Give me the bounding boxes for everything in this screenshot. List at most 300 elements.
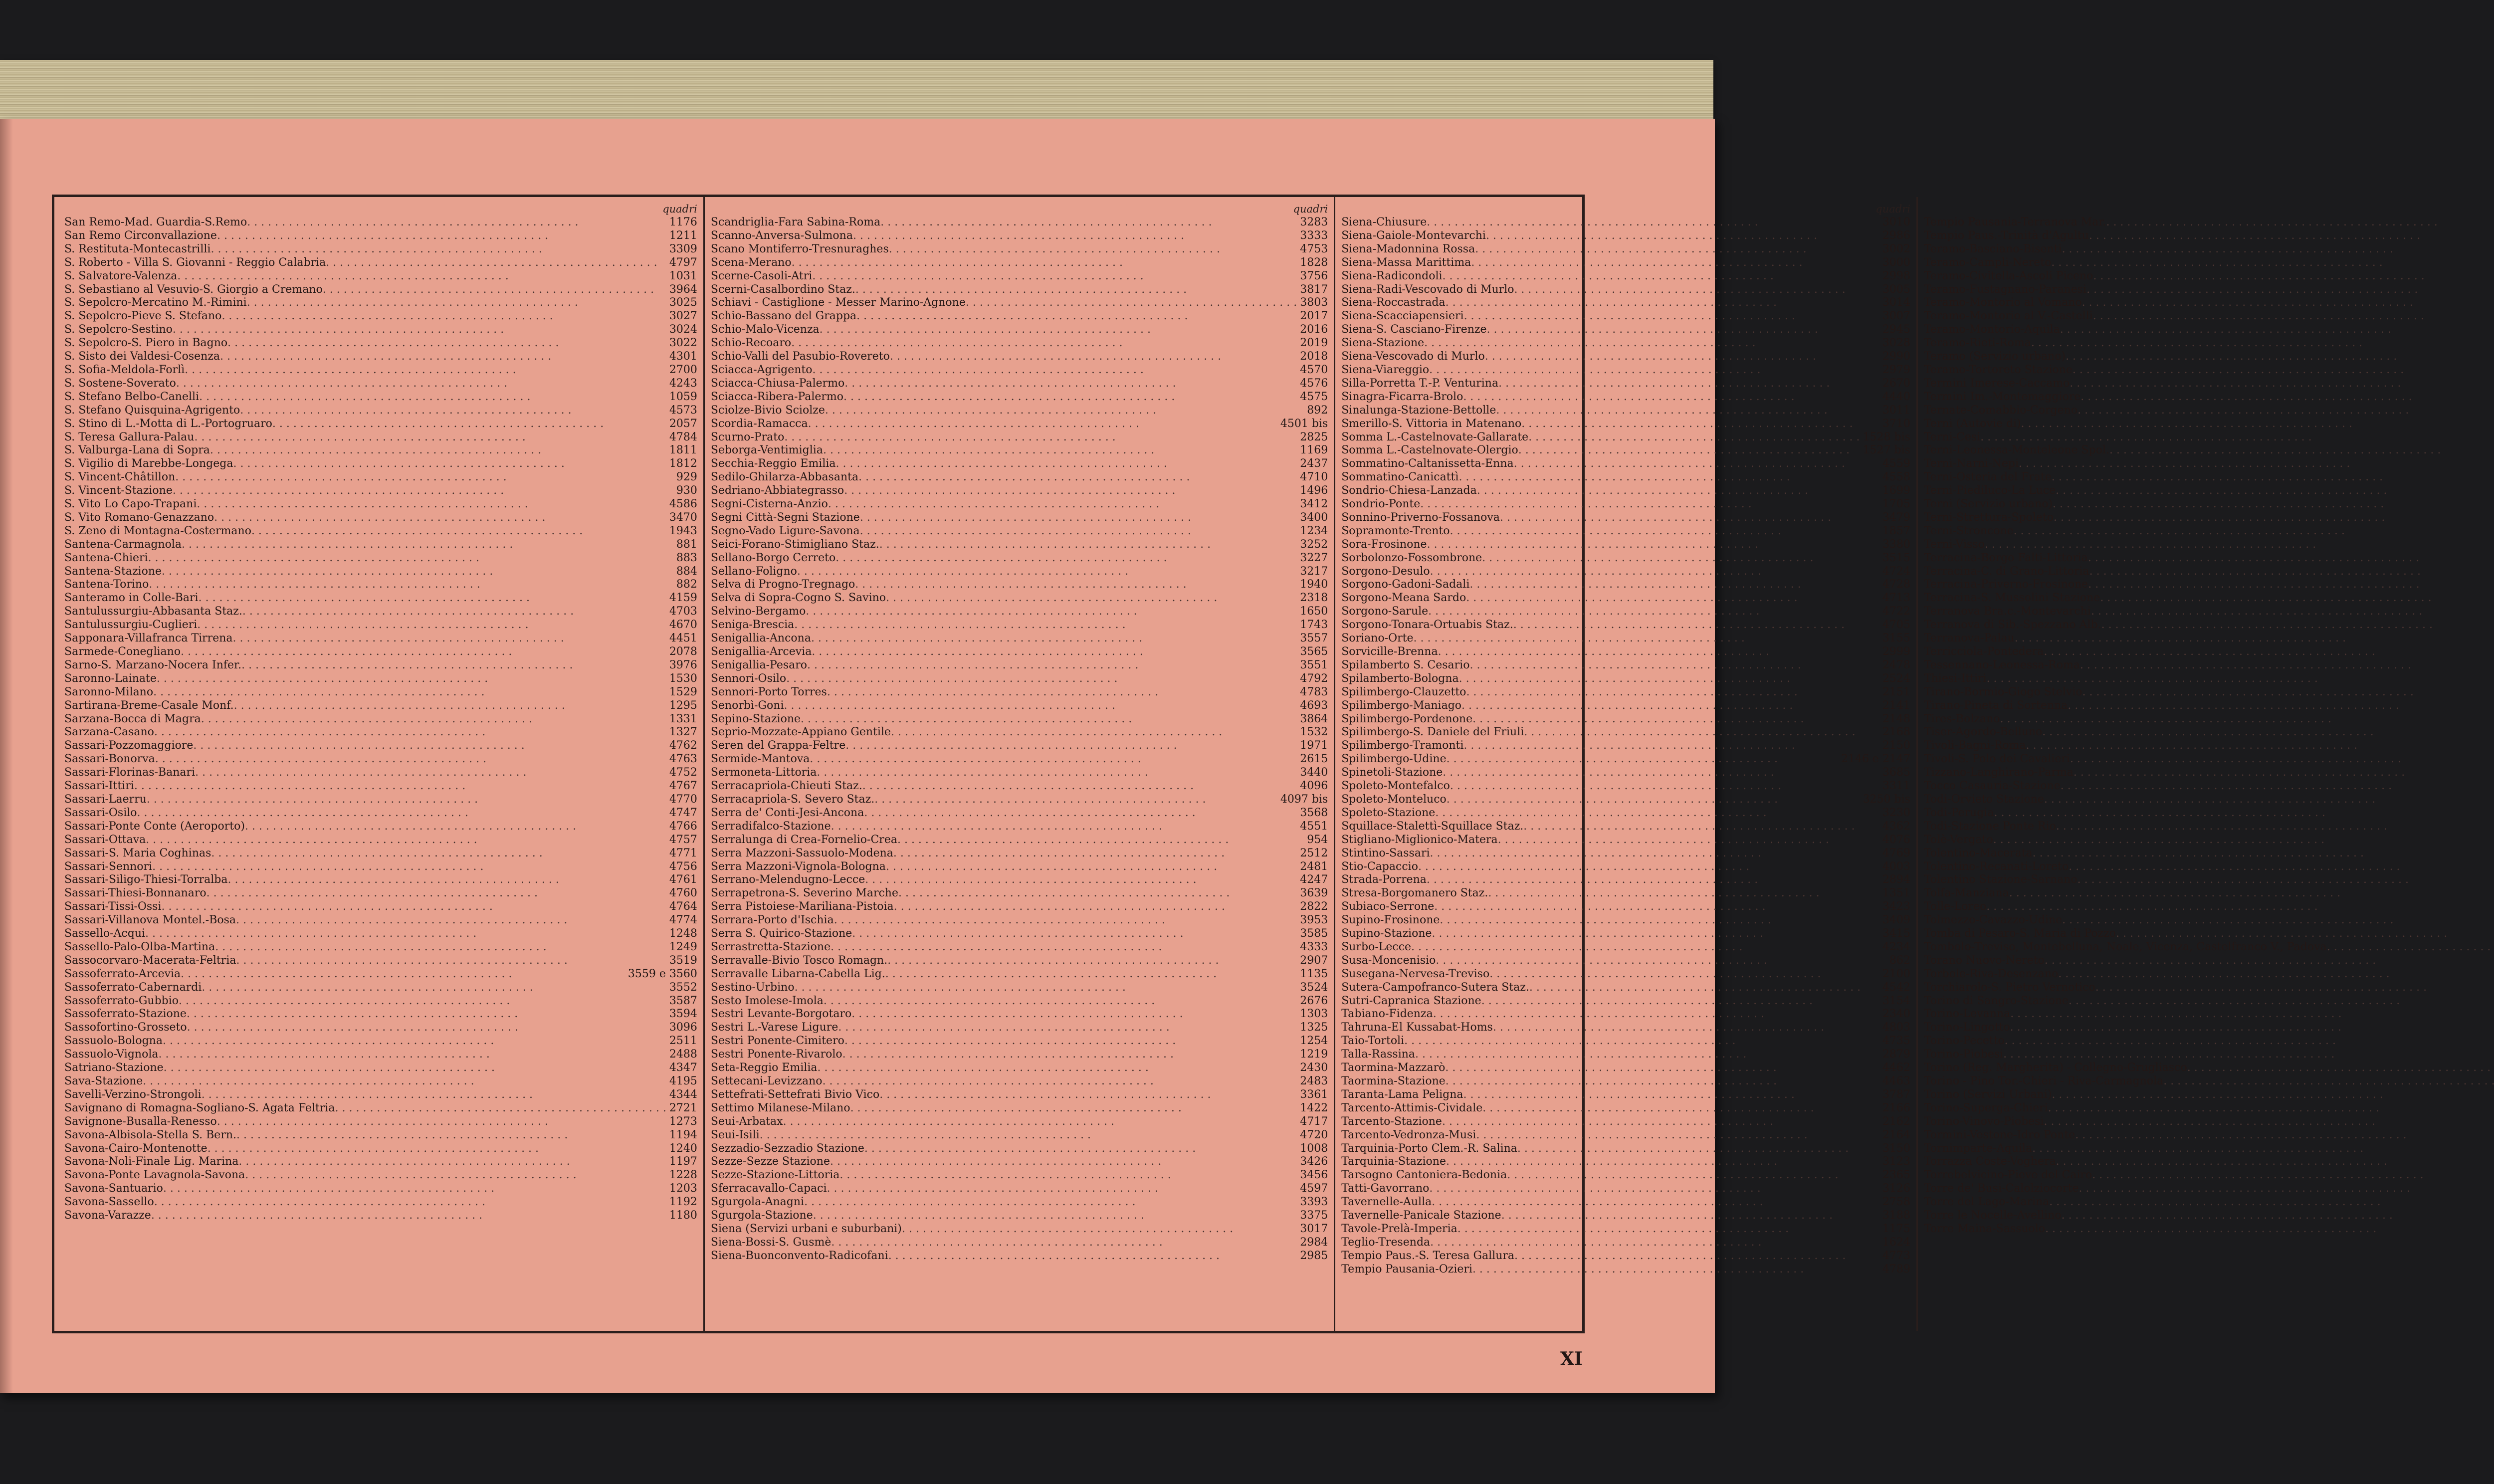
leader-dots <box>966 296 1297 310</box>
leader-dots <box>2327 941 2494 954</box>
leader-dots <box>1415 1048 1879 1061</box>
leader-dots <box>2088 552 2494 565</box>
table-number: 4713 <box>1882 592 1910 605</box>
index-entry <box>1341 847 1910 860</box>
route-name: Surbo-Lecce <box>1341 940 1412 953</box>
table-number: 4735 <box>1882 1035 1910 1048</box>
index-entry <box>1341 927 1910 941</box>
index-entry <box>1924 1142 2494 1156</box>
table-number: 1273 <box>669 1115 697 1128</box>
index-entry <box>1924 552 2494 565</box>
index-entry <box>64 619 697 632</box>
table-number: 2998 <box>1882 269 1910 282</box>
index-entry <box>64 1061 697 1075</box>
route-name: Seren del Grappa-Feltre <box>710 739 846 752</box>
index-entry <box>711 1209 1328 1223</box>
route-name: Torre del Lago-Marina <box>1923 1196 2050 1209</box>
index-entry <box>1924 404 2494 418</box>
index-entry <box>64 377 697 391</box>
index-entry <box>711 793 1328 807</box>
index-entry <box>1924 605 2494 619</box>
index-entry <box>711 1223 1328 1236</box>
table-number: 4717 <box>1300 1115 1328 1128</box>
route-name: San Remo Circonvallazione <box>64 229 217 242</box>
table-number: 3155 <box>1882 632 1910 645</box>
leader-dots <box>860 525 1297 538</box>
table-number: 2078 <box>669 645 697 658</box>
column-header: quadri <box>662 203 697 215</box>
leader-dots <box>792 256 1297 270</box>
index-entry <box>64 296 697 310</box>
route-name: Sarzana-Casano <box>64 726 154 739</box>
leader-dots <box>817 766 1297 780</box>
route-name: Stresa-Borgomanero Staz. <box>1341 887 1488 900</box>
table-number: 2437 <box>1300 457 1328 470</box>
route-name: Tombolo-Treviso, Montebelluna, Noale, Vicenza, Castelfranco V., Padova <box>1923 940 2327 953</box>
index-entry <box>1341 1263 1910 1276</box>
route-name: Sellano-Foligno <box>710 565 797 578</box>
index-entry <box>1341 1155 1910 1169</box>
index-entry <box>1924 391 2494 404</box>
index-entry <box>1924 995 2494 1008</box>
leader-dots <box>181 968 625 981</box>
index-entry <box>1341 860 1910 874</box>
table-number: 2894 <box>1882 873 1910 886</box>
route-name: Sassari-Sennori <box>64 860 153 873</box>
table-number: 2700 <box>669 363 697 376</box>
table-number: 3817 <box>1300 283 1328 296</box>
table-number: 1529 <box>669 685 697 698</box>
leader-dots <box>2054 511 2494 525</box>
route-name: Sezzadio-Sezzadio Stazione <box>710 1142 864 1155</box>
leader-dots <box>240 404 666 418</box>
leader-dots <box>236 914 666 927</box>
leader-dots <box>886 860 1297 874</box>
table-number: 4576 <box>1300 377 1328 390</box>
table-number: 2166 <box>1882 1101 1910 1114</box>
route-name: Sestri Levante-Borgotaro <box>710 1008 852 1021</box>
index-entry <box>64 283 697 297</box>
index-entry <box>64 1142 697 1156</box>
route-name: Sonnino-Priverno-Fossanova <box>1341 511 1500 524</box>
index-entry <box>64 391 697 404</box>
table-number: 2985 <box>1300 1249 1328 1262</box>
table-number: 1528 bis <box>1863 430 1910 443</box>
route-name: S. Sebastiano al Vesuvio-S. Giorgio a Cremano <box>64 283 323 296</box>
index-entry <box>711 1196 1328 1209</box>
route-name: Selva di Progno-Tregnago <box>710 578 855 591</box>
leader-dots <box>1447 793 1860 807</box>
leader-dots <box>1472 713 1879 726</box>
table-number: 4558 <box>1882 471 1910 484</box>
route-name: S. Stefano Belbo-Canelli <box>64 390 200 403</box>
route-name: Terni-Narni-Nepi <box>1923 457 2019 470</box>
index-entry <box>64 753 697 766</box>
index-column-3 <box>1335 197 1918 1331</box>
table-number: 3415 <box>1882 927 1910 940</box>
table-number: 2511 <box>669 1035 697 1048</box>
leader-dots <box>2015 632 2494 645</box>
route-name: Sassoferrato-Gubbio <box>64 994 179 1007</box>
leader-dots <box>1404 1035 1879 1048</box>
leader-dots <box>2044 1115 2494 1129</box>
route-name: Tarsogno Cantoniera-Bedonia <box>1341 1169 1507 1182</box>
leader-dots <box>1980 431 2494 444</box>
leader-dots <box>806 605 1297 619</box>
route-name: Serracapriola-S. Severo Staz. <box>710 793 875 806</box>
route-name: Tires-Bolzano <box>1923 712 2000 725</box>
index-entry <box>1341 471 1910 484</box>
index-entry <box>64 860 697 874</box>
leader-dots <box>1436 954 1886 968</box>
index-entry <box>64 672 697 686</box>
leader-dots <box>179 995 666 1008</box>
leader-dots <box>1411 941 1879 954</box>
table-number: 3964 <box>669 283 697 296</box>
leader-dots <box>1429 364 1879 377</box>
table-number: 4797 <box>669 256 697 269</box>
leader-dots <box>818 1061 1297 1075</box>
index-entry <box>64 256 697 270</box>
leader-dots <box>210 444 666 457</box>
leader-dots <box>2033 847 2494 860</box>
index-entry <box>64 243 697 256</box>
table-number: 2945 <box>1882 323 1910 336</box>
leader-dots <box>886 592 1297 605</box>
table-number: 4792 <box>1300 672 1328 685</box>
leader-dots <box>182 538 673 552</box>
route-name: Terracina-Borgo Falti-Littoria <box>1923 551 2088 564</box>
index-entry <box>711 1182 1328 1196</box>
route-name: S. Vincent-Stazione <box>64 484 173 497</box>
route-name: Terni (Autovie di) <box>1923 417 2021 430</box>
table-number: 2162 <box>1882 1115 1910 1128</box>
route-name: Torino-Piobesi <box>1923 1048 2004 1061</box>
route-name: Sassoferrato-Cabernardi <box>64 981 202 994</box>
index-entry <box>64 780 697 793</box>
leader-dots <box>2109 444 2494 457</box>
route-name: Tiser-Agordo-Belluno <box>1923 726 2043 739</box>
index-entry <box>711 444 1328 457</box>
leader-dots <box>134 780 666 793</box>
leader-dots <box>807 659 1297 672</box>
route-name: Sapponara-Villafranca Tirrena <box>64 632 233 645</box>
route-name: Serradifalco-Stazione <box>710 820 831 833</box>
route-name: Torrazza Coste-Voghera <box>1923 1155 2056 1168</box>
index-entry <box>1341 1021 1910 1035</box>
table-number: 4763 <box>669 753 697 766</box>
route-name: Tolfa-Manziana <box>1923 887 2009 900</box>
index-entry <box>1924 484 2494 498</box>
leader-dots <box>850 1102 1297 1115</box>
table-number: 929 <box>676 471 697 484</box>
index-entry <box>64 1021 697 1035</box>
index-entry <box>711 337 1328 350</box>
index-entry <box>1924 887 2494 900</box>
leader-dots <box>1418 860 1879 874</box>
leader-dots <box>149 578 673 592</box>
table-number: 3126 <box>1882 1182 1910 1195</box>
leader-dots <box>245 820 666 834</box>
table-number: 3096 <box>669 1021 697 1034</box>
route-name: Siena-Massa Marittima <box>1341 256 1471 269</box>
table-number: 4586 <box>669 498 697 511</box>
index-entry <box>1341 391 1910 404</box>
route-name: Spilimbergo-Clauzetto <box>1341 685 1466 698</box>
route-name: Sorgono-Tonara-Ortuabis Staz. <box>1341 619 1513 632</box>
table-number: 4462 <box>1882 1061 1910 1074</box>
route-name: Sora-Frosinone <box>1341 538 1427 551</box>
route-name: Scena-Merano <box>710 256 792 269</box>
index-entry <box>1924 538 2494 552</box>
index-entry <box>1924 766 2494 780</box>
route-name: Ternate-Comabbio-Corgeno <box>1923 404 2078 417</box>
leader-dots <box>2056 820 2494 834</box>
index-entry <box>64 565 697 579</box>
index-entry <box>1924 310 2494 323</box>
index-entry <box>711 310 1328 323</box>
index-entry <box>1924 418 2494 431</box>
index-entry <box>1924 1223 2494 1236</box>
leader-dots <box>147 793 666 807</box>
route-name: Tolè-Vergato <box>1923 833 1993 846</box>
route-name: Tizzano-Langhirano-Parma <box>1923 766 2074 779</box>
route-name: Scanno-Anversa-Sulmona <box>710 229 853 242</box>
route-name: Sestri Ponente-Cimitero <box>710 1035 844 1048</box>
route-name: Terni-Piediluco-La Luce <box>1923 484 2056 497</box>
table-number: 4573 <box>669 404 697 417</box>
index-entry <box>1341 766 1910 780</box>
leader-dots <box>233 632 666 645</box>
table-number: 4770 <box>669 793 697 806</box>
leader-dots <box>887 954 1297 968</box>
route-name: Selva di Sopra-Cogno S. Savino <box>710 592 886 605</box>
table-number: 3976 <box>669 658 697 671</box>
leader-dots <box>228 873 666 887</box>
table-number: 4764 <box>669 900 697 913</box>
route-name: Silla-Porretta T.-P. Venturina <box>1341 377 1499 390</box>
index-entry <box>1341 619 1910 632</box>
leader-dots <box>1427 216 1879 229</box>
index-entry <box>711 578 1328 592</box>
leader-dots <box>236 954 666 968</box>
route-name: Schio-Bassano del Grappa <box>710 310 857 323</box>
route-name: Santulussurgiu-Abbasanta Staz. <box>64 605 242 618</box>
route-name: Sennori-Porto Torres <box>710 685 827 698</box>
index-entry <box>64 592 697 605</box>
leader-dots <box>148 552 673 565</box>
leader-dots <box>1486 229 1879 243</box>
leader-dots <box>1529 981 1879 995</box>
leader-dots <box>187 1021 666 1035</box>
route-name: Savona-Varazze <box>64 1209 151 1222</box>
leader-dots <box>2078 873 2494 887</box>
index-entry <box>1341 216 1910 229</box>
route-name: Siena-Buonconvento-Radicofani <box>710 1249 888 1262</box>
index-entry <box>1341 592 1910 605</box>
route-name: Scerne-Casoli-Atri <box>710 269 813 282</box>
leader-dots <box>1513 619 1879 632</box>
index-entry <box>1924 243 2494 256</box>
leader-dots <box>2052 1088 2494 1102</box>
index-entry <box>1341 377 1910 391</box>
index-entry <box>1341 1182 1910 1196</box>
table-number: 882 <box>676 578 697 591</box>
leader-dots <box>220 350 666 364</box>
table-number: 1422 <box>1300 1101 1328 1114</box>
leader-dots <box>1466 592 1879 605</box>
leader-dots <box>851 1008 1297 1021</box>
index-entry <box>711 216 1328 229</box>
index-entry <box>1341 283 1910 297</box>
index-entry <box>1341 350 1910 364</box>
route-name: Sassari-Villanova Montel.-Bosa <box>64 914 236 927</box>
index-entry <box>1924 820 2494 834</box>
table-number: 4195 <box>669 1075 697 1087</box>
index-entry <box>1924 1075 2494 1088</box>
route-name: Terranova di Sib.-Spezzano Alb. <box>1923 619 2101 632</box>
index-entry <box>64 807 697 820</box>
index-entry <box>1341 968 1910 981</box>
table-number: 1203 <box>669 1182 697 1195</box>
table-number: 4803 <box>1882 1021 1910 1034</box>
index-entry <box>711 900 1328 914</box>
route-name: Sorgono-Meana Sardo <box>1341 592 1466 605</box>
leader-dots <box>1438 645 1879 659</box>
route-name: Senigallia-Arcevia <box>710 645 812 658</box>
index-entry <box>1924 968 2494 981</box>
route-name: Sezze-Stazione-Littoria <box>710 1169 840 1182</box>
leader-dots <box>1434 900 1879 914</box>
leader-dots <box>1432 1196 1879 1209</box>
leader-dots <box>154 1196 666 1209</box>
index-entry <box>711 484 1328 498</box>
route-name: Terni-Strettura-Spoleto <box>1923 511 2054 524</box>
column-header <box>1924 203 2494 215</box>
index-entry <box>64 645 697 659</box>
table-number: 930 <box>676 484 697 497</box>
index-entry <box>1341 538 1910 552</box>
route-name: S. Vincent-Châtillon <box>64 471 176 484</box>
leader-dots <box>795 981 1297 995</box>
route-name: Sutri-Capranica Stazione <box>1341 994 1481 1007</box>
leader-dots <box>154 726 666 739</box>
index-entry <box>711 256 1328 270</box>
leader-dots <box>1485 350 1879 364</box>
index-entry <box>1341 444 1910 457</box>
index-entry <box>1924 337 2494 350</box>
index-entry <box>64 1088 697 1102</box>
leader-dots <box>902 1223 1297 1236</box>
leader-dots <box>2080 391 2494 404</box>
leader-dots <box>1475 243 1879 256</box>
leader-dots <box>326 256 666 270</box>
table-number: 3230 <box>1882 806 1910 819</box>
table-number: 3559 e 3560 <box>627 967 697 980</box>
table-number: 4728 <box>1882 578 1910 591</box>
index-entry <box>711 377 1328 391</box>
route-name: Teramo-Campli-Nereto <box>1923 256 2052 269</box>
leader-dots <box>2093 270 2494 283</box>
table-number: 4720 <box>1300 1128 1328 1141</box>
route-name: Sassari-Bonorva <box>64 753 155 766</box>
route-name: Sarzana-Bocca di Magra <box>64 712 201 725</box>
route-name: Saronno-Milano <box>64 685 154 698</box>
table-number: 4003 <box>1882 860 1910 873</box>
leader-dots <box>1498 834 1879 847</box>
table-number: 3587 <box>669 994 697 1007</box>
index-entry <box>1341 954 1910 968</box>
index-entry <box>1341 914 1910 927</box>
route-name: Sesto Imolese-Imola <box>710 994 824 1007</box>
table-number: 1624 <box>1882 1236 1910 1249</box>
index-entry <box>1341 431 1910 444</box>
table-number: 3864 <box>1300 712 1328 725</box>
table-number: 1743 <box>1300 619 1328 632</box>
route-name: Torino - Pino Tor.-Chieri - Riva-Carmagnola <box>1923 1075 2164 1087</box>
leader-dots <box>1443 766 1879 780</box>
index-entry <box>1924 431 2494 444</box>
index-entry <box>711 726 1328 739</box>
table-number: 3014 <box>1882 296 1910 309</box>
leader-dots <box>1447 753 1838 766</box>
index-entry <box>64 726 697 739</box>
route-name: Schiavi - Castiglione - Messer Marino-Agnone <box>710 296 966 309</box>
route-name: Savona-Ponte Lavagnola-Savona <box>64 1169 245 1182</box>
leader-dots <box>211 847 666 860</box>
route-name: Smerillo-S. Vittoria in Matenano <box>1341 417 1522 430</box>
leader-dots <box>845 739 1297 753</box>
route-name: Terracina-S. Mussolini Stazione <box>1923 592 2100 605</box>
table-number: 3568 <box>1300 806 1328 819</box>
table-number: 3400 <box>1300 511 1328 524</box>
index-entry <box>1924 364 2494 377</box>
index-entry <box>1924 954 2494 968</box>
table-number: 1059 <box>669 390 697 403</box>
route-name: Sezze-Sezze Stazione <box>710 1155 830 1168</box>
table-number: 1248 <box>669 927 697 940</box>
leader-dots <box>2060 323 2494 337</box>
route-name: Supino-Stazione <box>1341 927 1432 940</box>
leader-dots <box>1498 377 1879 391</box>
index-entry <box>1924 873 2494 887</box>
index-entry <box>711 834 1328 847</box>
route-name: Taio-Tortoli <box>1341 1035 1405 1048</box>
leader-dots <box>1458 471 1879 484</box>
index-entry <box>1341 1142 1910 1156</box>
table-number: 2676 <box>1300 994 1328 1007</box>
index-entry <box>711 431 1328 444</box>
table-number: 3283 <box>1300 216 1328 228</box>
table-number: 2524 <box>1882 672 1910 685</box>
route-name: S. Sisto dei Valdesi-Cosenza <box>64 350 220 363</box>
route-name: Siena-Roccastrada <box>1341 296 1446 309</box>
route-name: Somma L.-Castelnovate-Olergio <box>1341 444 1518 457</box>
index-entry <box>64 887 697 900</box>
index-entry <box>64 900 697 914</box>
table-number: 2340 <box>1882 1008 1910 1021</box>
route-name: Terni (Servizio urbano) <box>1923 498 2053 511</box>
leader-dots <box>207 887 666 900</box>
index-entry <box>1341 1048 1910 1061</box>
table-number: 3953 <box>1300 914 1328 927</box>
index-entry <box>711 713 1328 726</box>
table-number: 1828 <box>1300 256 1328 269</box>
index-entry <box>1341 981 1910 995</box>
index-entry <box>64 511 697 525</box>
table-number: 3803 <box>1300 296 1328 309</box>
index-entry <box>1924 296 2494 310</box>
